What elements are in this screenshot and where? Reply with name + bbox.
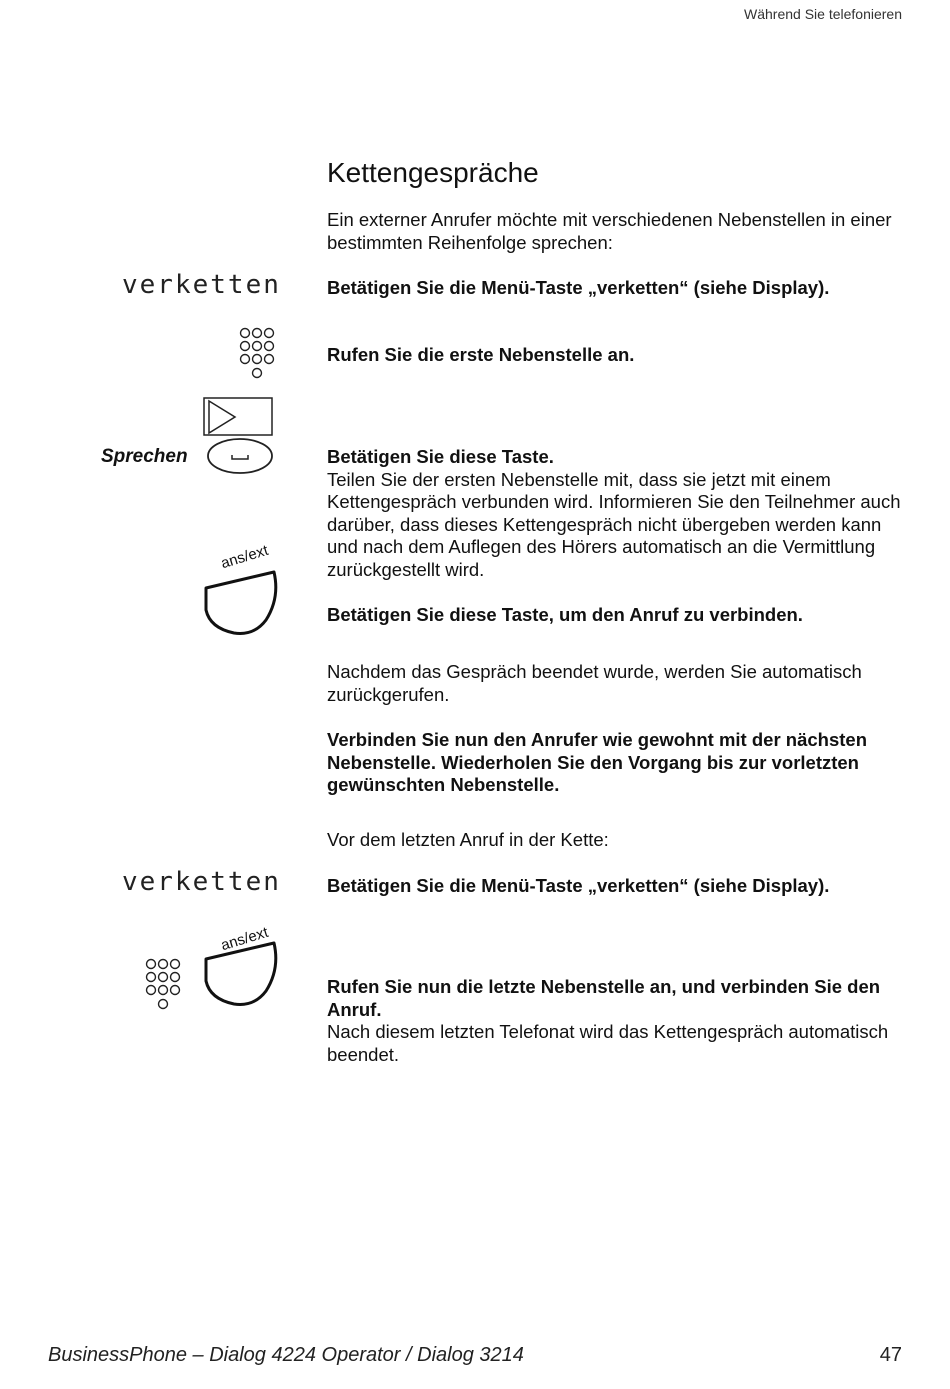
page-title: Kettengespräche [327,157,539,188]
running-header: Während Sie telefonieren [744,6,902,22]
ans-ext-key-icon[interactable] [202,941,278,1007]
keypad-icon [144,957,184,1013]
step-6-bold: Rufen Sie nun die letzte Nebenstelle an, und verbinden Sie den Anruf. [327,976,881,1020]
step-5-text: Betätigen Sie die Menü-Taste „verketten“ (siehe Display). [327,875,830,896]
step-3-bold: Betätigen Sie diese Taste. [327,446,554,467]
page-number: 47 [879,1344,902,1366]
ans-ext-label-1: ans/ext [219,541,271,573]
ans-ext-label-2: ans/ext [219,923,271,955]
paragraph-last-call: Vor dem letzten Anruf in der Kette: [327,829,609,850]
footer-product: BusinessPhone – Dialog 4224 Operator / Dialog 3214 [48,1344,524,1366]
intro-text: Ein externer Anrufer möchte mit verschiedenen Nebenstellen in einer bestimmten Reihenfolge sprechen: [327,209,892,253]
display-verketten-1[interactable]: verketten [122,270,281,300]
step-4-text: Betätigen Sie diese Taste, um den Anruf zu verbinden. [327,604,803,625]
talk-key-icon[interactable] [206,437,274,475]
step-3-text: Teilen Sie der ersten Nebenstelle mit, dass sie jetzt mit einem Kettengespräch verbunden wird. Informieren Sie den Teilnehmer auch darüber, dass dieses Kettengespräch nicht übergeben werden kann und nach dem Auflegen des Hörers automatisch an die Vermittlung zurückgestellt wird. [327,468,901,580]
step-2-text: Rufen Sie die erste Nebenstelle an. [327,344,635,365]
ans-ext-key-icon[interactable] [202,570,278,636]
display-verketten-2[interactable]: verketten [122,867,281,897]
keypad-icon [238,326,278,382]
step-6-block [327,976,917,1066]
step-3-block [327,446,917,581]
step-1-text: Betätigen Sie die Menü-Taste „verketten“ (siehe Display). [327,277,830,298]
sprechen-label: Sprechen [101,446,188,467]
step-6-text: Nach diesem letzten Telefonat wird das Kettengespräch automatisch beendet. [327,1021,889,1065]
paragraph-callback: Nachdem das Gespräch beendet wurde, werden Sie automatisch zurückgerufen. [327,661,862,705]
triangle-key-icon[interactable] [203,397,273,437]
paragraph-repeat: Verbinden Sie nun den Anrufer wie gewohnt mit der nächsten Nebenstelle. Wiederholen Sie den Vorgang bis zur vorletzten gewünschten Nebenstelle. [327,729,867,795]
